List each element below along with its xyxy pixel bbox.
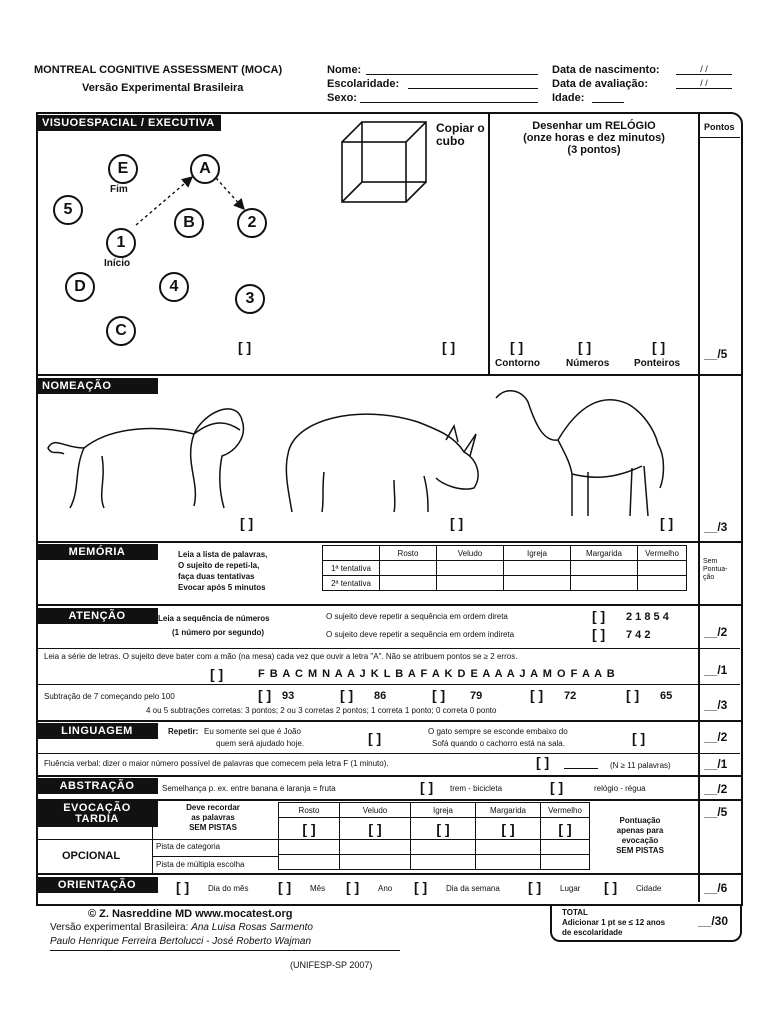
subtraction-score[interactable]: __/3 <box>704 698 728 712</box>
delayed-cell[interactable] <box>340 855 411 870</box>
trail-node-b: B <box>174 208 204 238</box>
memory-section-label: MEMÓRIA <box>36 544 158 560</box>
visuo-score[interactable]: __/5 <box>704 347 728 361</box>
rhino-checkbox[interactable]: [ ] <box>450 515 464 531</box>
orientation-city: Cidade <box>636 884 662 893</box>
repeat-score[interactable]: __/2 <box>704 730 728 744</box>
delayed-word: Margarida <box>476 803 541 818</box>
memory-cell[interactable] <box>504 561 571 576</box>
memory-cell[interactable] <box>380 576 437 591</box>
camel-image <box>492 382 674 518</box>
clock-points: (3 pontos) <box>567 144 621 156</box>
delayed-checkbox[interactable]: [ ] <box>411 818 476 840</box>
birth-label: Data de nascimento: <box>552 64 660 76</box>
subtraction-rule: 4 ou 5 subtrações corretas: 3 pontos; 2 ou 3 corretas 2 pontos; 1 correta 1 ponto; 0 correta 0 ponto <box>146 706 497 715</box>
trail-node-e: E <box>108 154 138 184</box>
delayed-checkbox[interactable]: [ ] <box>340 818 411 840</box>
orientation-checkbox[interactable]: [ ] <box>414 879 428 895</box>
memory-instructions: Leia a lista de palavras, O sujeito de repeti-la, faça duas tentativas Evocar após 5 minutos <box>178 550 268 592</box>
digits-instr-2: (1 número por segundo) <box>172 628 264 637</box>
footer-institution: (UNIFESP-SP 2007) <box>290 960 373 970</box>
subtraction-checkbox[interactable]: [ ] <box>530 687 544 703</box>
subtraction-value: 72 <box>564 690 577 702</box>
hands-label: Ponteiros <box>634 358 681 369</box>
age-field[interactable] <box>592 102 624 103</box>
digits-indirect-instr: O sujeito deve repetir a sequência em ordem indireta <box>326 630 515 639</box>
memory-cell[interactable] <box>638 561 687 576</box>
trail-node-4: 4 <box>159 272 189 302</box>
delayed-cell[interactable] <box>541 840 590 855</box>
trail-node-5: 5 <box>53 195 83 225</box>
abstraction-item-2: relógio - régua <box>594 784 646 793</box>
orientation-section-label: ORIENTAÇÃO <box>36 877 158 893</box>
orientation-weekday: Dia da semana <box>446 884 500 893</box>
rhino-image <box>278 400 484 516</box>
subtraction-checkbox[interactable]: [ ] <box>432 687 446 703</box>
subtraction-checkbox[interactable]: [ ] <box>626 687 640 703</box>
numbers-label: Números <box>566 358 610 369</box>
memory-cell[interactable] <box>437 561 504 576</box>
delayed-label-2: TARDIA <box>75 813 119 825</box>
copy-cube-label: Copiar o cubo <box>436 121 485 148</box>
delayed-word: Veludo <box>340 803 411 818</box>
subtraction-instr: Subtração de 7 começando pelo 100 <box>44 692 175 701</box>
delayed-cell[interactable] <box>476 840 541 855</box>
abstraction-item-1: trem - bicicleta <box>450 784 503 793</box>
abstraction-section-label: ABSTRAÇÃO <box>36 778 158 794</box>
repeat-label: Repetir: <box>168 727 199 736</box>
orientation-score[interactable]: __/6 <box>704 881 728 895</box>
numbers-checkbox[interactable]: [ ] <box>578 339 592 355</box>
memory-cell[interactable] <box>437 576 504 591</box>
footer-exp: Versão experimental Brasileira: Ana Luisa Rosas Sarmento <box>50 922 313 933</box>
digits-direct-sequence: 2 1 8 5 4 <box>626 611 669 623</box>
trail-start-label: Início <box>104 258 131 269</box>
trail-node-d: D <box>65 272 95 302</box>
category-cue-label: Pista de categoria <box>156 842 221 851</box>
total-label: TOTAL <box>562 908 588 917</box>
subtraction-value: 65 <box>660 690 673 702</box>
memory-cell[interactable] <box>380 561 437 576</box>
hands-checkbox[interactable]: [ ] <box>652 339 666 355</box>
abstraction-example: Semelhança p. ex. entre banana e laranja = fruta <box>162 784 336 793</box>
memory-word: Rosto <box>380 546 437 561</box>
trail-checkbox[interactable]: [ ] <box>238 339 252 355</box>
orientation-checkbox[interactable]: [ ] <box>278 879 292 895</box>
sentence-2a: O gato sempre se esconde embaixo do <box>428 727 568 736</box>
orientation-month: Mês <box>310 884 326 893</box>
attention-section-label: ATENÇÃO <box>36 608 158 624</box>
orientation-checkbox[interactable]: [ ] <box>604 879 618 895</box>
digits-direct-instr: O sujeito deve repetir a sequência em ordem direta <box>326 612 508 621</box>
clock-instruction <box>490 120 698 156</box>
orientation-day: Dia do mês <box>208 884 249 893</box>
subtraction-checkbox[interactable]: [ ] <box>340 687 354 703</box>
clock-subtitle: (onze horas e dez minutos) <box>523 132 665 144</box>
cube-checkbox[interactable]: [ ] <box>442 339 456 355</box>
delayed-cell[interactable] <box>340 840 411 855</box>
memory-word: Margarida <box>571 546 638 561</box>
delayed-checkbox[interactable]: [ ] <box>476 818 541 840</box>
total-education-2: de escolaridade <box>562 928 623 937</box>
naming-section-label: NOMEAÇÃO <box>36 378 158 394</box>
fluency-count-field[interactable] <box>564 768 598 769</box>
delayed-instructions: Deve recordar as palavras SEM PISTAS <box>186 803 240 832</box>
name-field[interactable] <box>366 74 538 75</box>
visuo-section-label: VISUOESPACIAL / EXECUTIVA <box>36 115 221 131</box>
memory-cell[interactable] <box>504 576 571 591</box>
optional-label: OPCIONAL <box>62 850 121 862</box>
letters-checkbox[interactable]: [ ] <box>210 666 224 682</box>
trail-node-c: C <box>106 316 136 346</box>
delayed-cell[interactable] <box>279 840 340 855</box>
trail-node-1: 1 <box>106 228 136 258</box>
sentence-1b: quem será ajudado hoje. <box>216 739 305 748</box>
orientation-year: Ano <box>378 884 393 893</box>
contour-label: Contorno <box>495 358 540 369</box>
digits-instr-1: Leia a sequência de números <box>158 614 270 623</box>
subtraction-value: 86 <box>374 690 387 702</box>
language-section-label: LINGUAGEM <box>36 723 158 739</box>
test-subtitle: Versão Experimental Brasileira <box>82 82 244 94</box>
orientation-checkbox[interactable]: [ ] <box>528 879 542 895</box>
digits-indirect-sequence: 7 4 2 <box>626 629 651 641</box>
delayed-checkbox[interactable]: [ ] <box>541 818 590 840</box>
memory-cell[interactable] <box>571 561 638 576</box>
birth-field[interactable]: / / <box>676 64 732 75</box>
digits-direct-checkbox[interactable]: [ ] <box>592 608 606 624</box>
memory-cell[interactable] <box>571 576 638 591</box>
orientation-checkbox[interactable]: [ ] <box>176 879 190 895</box>
lion-checkbox[interactable]: [ ] <box>240 515 254 531</box>
name-label: Nome: <box>327 64 362 76</box>
multiple-choice-cue-label: Pista de múltipla escolha <box>156 860 245 869</box>
letters-score[interactable]: __/1 <box>704 663 728 677</box>
memory-word: Veludo <box>437 546 504 561</box>
fluency-instr: Fluência verbal: dizer o maior número possível de palavras que comecem pela letra F (1 minuto). <box>44 759 389 768</box>
letters-instructions: Leia a série de letras. O sujeito deve bater com a mão (na mesa) cada vez que ouvir a letra "A". Não se atribuem pontos se ≥ 2 erros. <box>44 652 518 661</box>
footer-authors: Paulo Henrique Ferreira Bertolucci - José Roberto Wajman <box>50 936 312 947</box>
digits-score[interactable]: __/2 <box>704 625 728 639</box>
footer-copyright: © Z. Nasreddine MD www.mocatest.org <box>88 908 293 920</box>
delayed-section-label <box>36 801 158 827</box>
trail-node-a: A <box>190 154 220 184</box>
lion-image <box>44 390 248 516</box>
fluency-threshold: (N ≥ 11 palavras) <box>610 761 671 770</box>
abstraction-score[interactable]: __/2 <box>704 782 728 796</box>
fluency-score[interactable]: __/1 <box>704 757 728 771</box>
orientation-place: Lugar <box>560 884 581 893</box>
sex-label: Sexo: <box>327 92 357 104</box>
orientation-checkbox[interactable]: [ ] <box>346 879 360 895</box>
delayed-cell[interactable] <box>411 840 476 855</box>
delayed-cell[interactable] <box>476 855 541 870</box>
memory-no-score: Sem Pontua-ção <box>703 558 728 581</box>
delayed-score[interactable]: __/5 <box>704 805 728 819</box>
delayed-word: Vermelho <box>541 803 590 818</box>
sentence-1a: Eu somente sei que é João <box>204 727 301 736</box>
school-label: Escolaridade: <box>327 78 400 90</box>
trail-node-2: 2 <box>237 208 267 238</box>
sentence-2b: Sofá quando o cachorro está na sala. <box>432 739 565 748</box>
memory-word: Igreja <box>504 546 571 561</box>
contour-checkbox[interactable]: [ ] <box>510 339 524 355</box>
trial1-label: 1ª tentativa <box>323 561 380 576</box>
trail-end-label: Fim <box>110 184 128 195</box>
points-header: Pontos <box>704 122 735 132</box>
delayed-word: Rosto <box>279 803 340 818</box>
delayed-word: Igreja <box>411 803 476 818</box>
total-score[interactable]: __/30 <box>698 914 729 928</box>
memory-word: Vermelho <box>638 546 687 561</box>
sex-field[interactable] <box>360 102 538 103</box>
abstraction-1-checkbox[interactable]: [ ] <box>420 779 434 795</box>
delayed-checkbox[interactable]: [ ] <box>279 818 340 840</box>
delayed-cell[interactable] <box>411 855 476 870</box>
letters-sequence: F B A C M N A A J K L B A F A K D E A A A J A M O F A A B <box>258 668 616 680</box>
school-field[interactable] <box>408 88 538 89</box>
eval-label: Data de avaliação: <box>552 78 648 90</box>
digits-indirect-checkbox[interactable]: [ ] <box>592 626 606 642</box>
memory-grid <box>322 545 687 591</box>
abstraction-2-checkbox[interactable]: [ ] <box>550 779 564 795</box>
subtraction-value: 79 <box>470 690 483 702</box>
delayed-cell[interactable] <box>541 855 590 870</box>
sentence-1-checkbox[interactable]: [ ] <box>368 730 382 746</box>
total-education-1: Adicionar 1 pt se ≤ 12 anos <box>562 918 666 927</box>
eval-field[interactable]: / / <box>676 78 732 89</box>
subtraction-checkbox[interactable]: [ ] <box>258 687 272 703</box>
fluency-checkbox[interactable]: [ ] <box>536 754 550 770</box>
naming-score[interactable]: __/3 <box>704 520 728 534</box>
delayed-note: Pontuação apenas para evocação SEM PISTAS <box>616 816 664 855</box>
delayed-grid <box>278 802 590 870</box>
camel-checkbox[interactable]: [ ] <box>660 515 674 531</box>
sentence-2-checkbox[interactable]: [ ] <box>632 730 646 746</box>
trial2-label: 2ª tentativa <box>323 576 380 591</box>
test-title: MONTREAL COGNITIVE ASSESSMENT (MOCA) <box>34 64 283 76</box>
points-divider <box>698 112 700 902</box>
cube-drawing <box>338 118 434 208</box>
trail-arrows <box>36 130 336 370</box>
trail-node-3: 3 <box>235 284 265 314</box>
age-label: Idade: <box>552 92 585 104</box>
subtraction-value: 93 <box>282 690 295 702</box>
clock-title: Desenhar um RELÓGIO <box>532 120 656 132</box>
delayed-label-1: EVOCAÇÃO <box>63 802 131 814</box>
memory-cell[interactable] <box>638 576 687 591</box>
delayed-cell[interactable] <box>279 855 340 870</box>
